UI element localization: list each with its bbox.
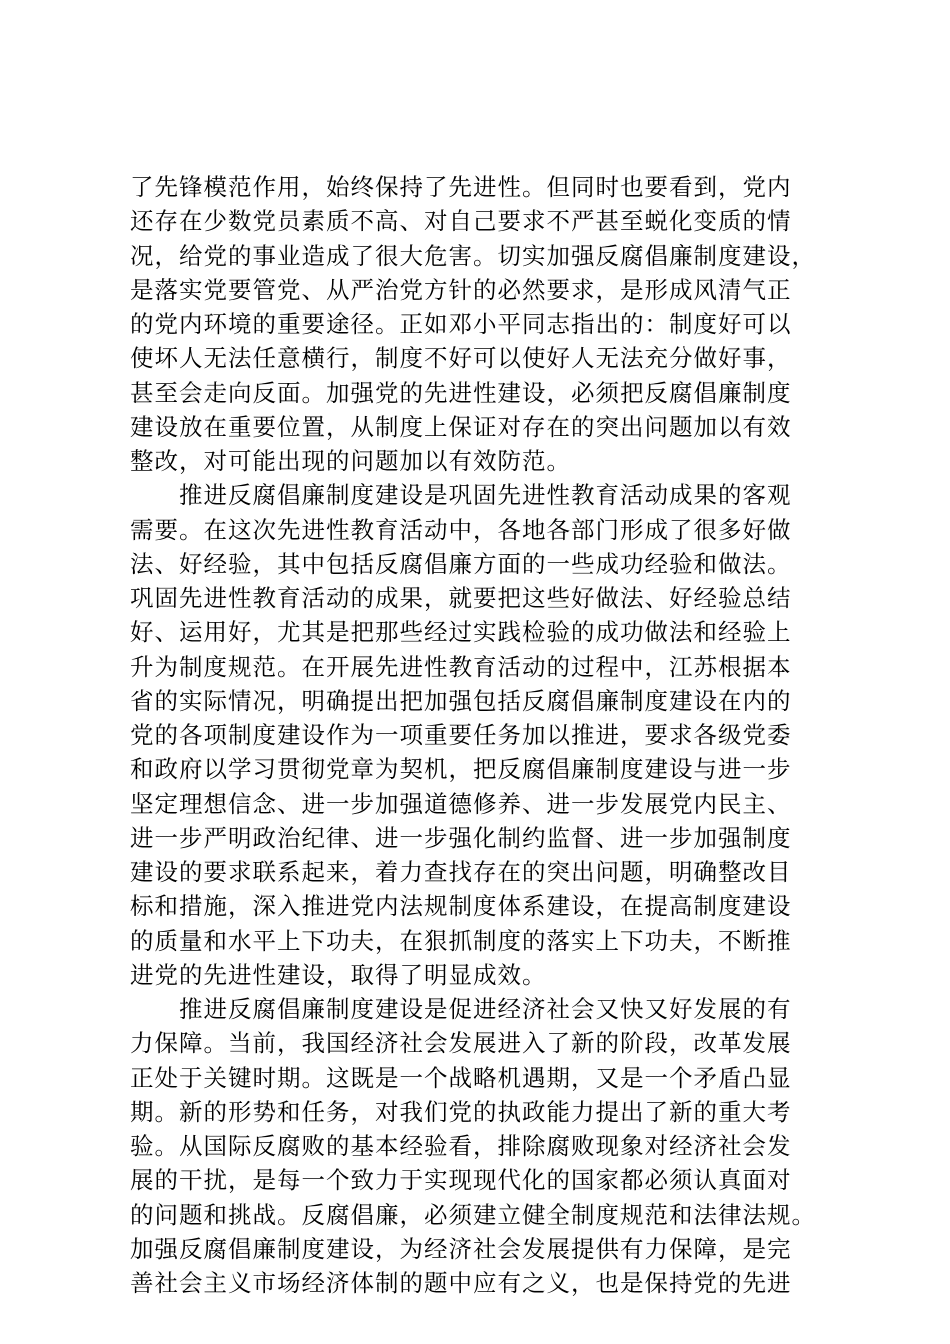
text-line: 法、好经验，其中包括反腐倡廉方面的一些成功经验和做法。 [130, 549, 792, 578]
text-line: 加强反腐倡廉制度建设，为经济社会发展提供有力保障，是完 [130, 1234, 792, 1263]
text-line: 正处于关键时期。这既是一个战略机遇期，又是一个矛盾凸显 [130, 1063, 792, 1092]
text-line: 党的各项制度建设作为一项重要任务加以推进，要求各级党委 [130, 721, 792, 749]
text-line: 的党内环境的重要途径。正如邓小平同志指出的：制度好可以 [130, 310, 792, 338]
text-line: 升为制度规范。在开展先进性教育活动的过程中，江苏根据本 [130, 652, 792, 681]
text-line: 甚至会走向反面。加强党的先进性建设，必须把反腐倡廉制度 [130, 378, 792, 407]
text-line: 善社会主义市场经济体制的题中应有之义，也是保持党的先进 [130, 1269, 792, 1297]
text-line: 展的干扰，是每一个致力于实现现代化的国家都必须认真面对 [130, 1166, 792, 1195]
text-line: 整改，对可能出现的问题加以有效防范。 [130, 447, 571, 475]
text-line: 使坏人无法任意横行，制度不好可以使好人无法充分做好事， [130, 344, 792, 373]
text-line: 的质量和水平上下功夫，在狠抓制度的落实上下功夫，不断推 [130, 926, 792, 955]
text-line: 建设放在重要位置，从制度上保证对存在的突出问题加以有效 [130, 412, 792, 441]
text-line: 况，给党的事业造成了很大危害。切实加强反腐倡廉制度建设， [130, 241, 816, 270]
text-line: 好、运用好，尤其是把那些经过实践检验的成功做法和经验上 [130, 618, 792, 647]
text-line: 推进反腐倡廉制度建设是促进经济社会又快又好发展的有 [130, 995, 792, 1023]
body-text [130, 170, 830, 1300]
text-line: 进一步严明政治纪律、进一步强化制约监督、进一步加强制度 [130, 823, 792, 852]
text-line: 巩固先进性教育活动的成果，就要把这些好做法、好经验总结 [130, 584, 792, 612]
text-line: 了先锋模范作用，始终保持了先进性。但同时也要看到，党内 [130, 173, 792, 201]
text-line: 建设的要求联系起来，着力查找存在的突出问题，明确整改目 [130, 858, 792, 886]
text-line: 推进反腐倡廉制度建设是巩固先进性教育活动成果的客观 [130, 481, 792, 510]
text-line: 省的实际情况，明确提出把加强包括反腐倡廉制度建设在内的 [130, 686, 792, 715]
text-line: 是落实党要管党、从严治党方针的必然要求，是形成风清气正 [130, 275, 792, 304]
text-line: 力保障。当前，我国经济社会发展进入了新的阶段，改革发展 [130, 1029, 792, 1058]
text-line: 坚定理想信念、进一步加强道德修养、进一步发展党内民主、 [130, 789, 792, 818]
text-line: 标和措施，深入推进党内法规制度体系建设，在提高制度建设 [130, 892, 792, 921]
text-line: 还存在少数党员素质不高、对自己要求不严甚至蜕化变质的情 [130, 207, 792, 236]
text-line: 期。新的形势和任务，对我们党的执政能力提出了新的重大考 [130, 1097, 792, 1126]
text-line: 验。从国际反腐败的基本经验看，排除腐败现象对经济社会发 [130, 1132, 792, 1160]
text-line: 的问题和挑战。反腐倡廉，必须建立健全制度规范和法律法规。 [130, 1200, 816, 1229]
text-line: 需要。在这次先进性教育活动中，各地各部门形成了很多好做 [130, 515, 792, 544]
text-line: 进党的先进性建设，取得了明显成效。 [130, 960, 547, 989]
text-line: 和政府以学习贯彻党章为契机，把反腐倡廉制度建设与进一步 [130, 755, 792, 784]
